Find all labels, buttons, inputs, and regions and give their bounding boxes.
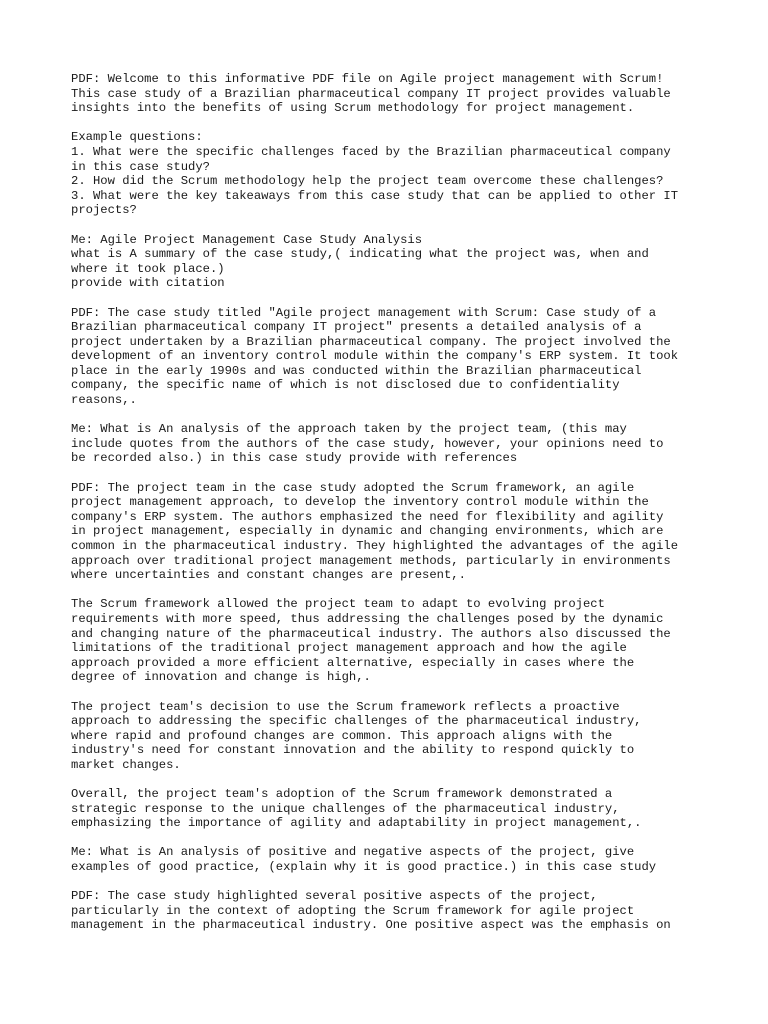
- document-paragraph: [71, 845, 711, 874]
- text-line: PDF: The project team in the case study adopted the Scrum framework, an agile: [71, 480, 635, 495]
- text-line: The Scrum framework allowed the project team to adapt to evolving project: [71, 597, 605, 612]
- text-line: Example questions:: [71, 130, 203, 145]
- text-line: management in the pharmaceutical industry. One positive aspect was the emphasis on: [71, 918, 671, 933]
- document-paragraph: [71, 72, 711, 116]
- text-line: provide with citation: [71, 276, 225, 291]
- text-line: PDF: Welcome to this informative PDF file on Agile project management with Scrum!: [71, 72, 664, 86]
- text-line: limitations of the traditional project management approach and how the agile: [71, 641, 627, 656]
- document-paragraph: [71, 130, 711, 218]
- text-line: This case study of a Brazilian pharmaceutical company IT project provides valuable: [71, 86, 671, 101]
- document-paragraph: [71, 787, 711, 831]
- text-line: where it took place.): [71, 261, 225, 276]
- document-paragraph: [71, 233, 711, 291]
- text-line: Brazilian pharmaceutical company IT project" presents a detailed analysis of a: [71, 320, 642, 335]
- document-page: [71, 72, 711, 948]
- text-line: PDF: The case study highlighted several positive aspects of the project,: [71, 889, 598, 904]
- text-line: approach over traditional project management methods, particularly in environments: [71, 553, 671, 568]
- text-line: reasons,.: [71, 393, 137, 408]
- text-line: emphasizing the importance of agility and adaptability in project management,.: [71, 816, 642, 831]
- text-line: project management approach, to develop the inventory control module within the: [71, 495, 649, 510]
- text-line: Me: What is An analysis of the approach taken by the project team, (this may: [71, 422, 627, 437]
- text-line: strategic response to the unique challenges of the pharmaceutical industry,: [71, 801, 620, 816]
- text-line: be recorded also.) in this case study provide with references: [71, 451, 518, 466]
- text-line: project undertaken by a Brazilian pharmaceutical company. The project involved the: [71, 334, 671, 349]
- text-line: The project team's decision to use the Scrum framework reflects a proactive: [71, 699, 620, 714]
- document-paragraph: [71, 597, 711, 685]
- text-line: particularly in the context of adopting the Scrum framework for agile project: [71, 903, 635, 918]
- text-line: include quotes from the authors of the case study, however, your opinions need to: [71, 436, 664, 451]
- text-line: 1. What were the specific challenges faced by the Brazilian pharmaceutical company: [71, 144, 671, 159]
- text-line: market changes.: [71, 757, 181, 772]
- text-line: where rapid and profound changes are common. This approach aligns with the: [71, 728, 613, 743]
- text-line: projects?: [71, 203, 137, 218]
- text-line: Me: What is An analysis of positive and negative aspects of the project, give: [71, 845, 635, 860]
- text-line: development of an inventory control module within the company's ERP system. It took: [71, 349, 679, 364]
- text-line: insights into the benefits of using Scrum methodology for project management.: [71, 101, 635, 116]
- text-line: 2. How did the Scrum methodology help the project team overcome these challenges?: [71, 174, 664, 189]
- text-line: and changing nature of the pharmaceutical industry. The authors also discussed the: [71, 626, 671, 641]
- text-line: approach to addressing the specific challenges of the pharmaceutical industry,: [71, 714, 642, 729]
- text-line: what is A summary of the case study,( indicating what the project was, when and: [71, 247, 649, 262]
- text-line: company's ERP system. The authors emphasized the need for flexibility and agility: [71, 509, 664, 524]
- document-paragraph: [71, 306, 711, 408]
- text-line: approach provided a more efficient alternative, especially in cases where the: [71, 655, 635, 670]
- document-paragraph: [71, 889, 711, 933]
- text-line: industry's need for constant innovation and the ability to respond quickly to: [71, 743, 635, 758]
- document-paragraph: [71, 422, 711, 466]
- text-line: 3. What were the key takeaways from this case study that can be applied to other IT: [71, 188, 679, 203]
- text-line: company, the specific name of which is not disclosed due to confidentiality: [71, 378, 620, 393]
- document-paragraph: [71, 481, 711, 583]
- text-line: Me: Agile Project Management Case Study Analysis: [71, 232, 423, 247]
- text-line: in this case study?: [71, 159, 210, 174]
- text-line: place in the early 1990s and was conducted within the Brazilian pharmaceutical: [71, 363, 642, 378]
- text-line: requirements with more speed, thus addressing the challenges posed by the dynamic: [71, 611, 664, 626]
- text-line: where uncertainties and constant changes are present,.: [71, 568, 466, 583]
- document-paragraph: [71, 700, 711, 773]
- text-line: degree of innovation and change is high,.: [71, 670, 371, 685]
- text-line: Overall, the project team's adoption of the Scrum framework demonstrated a: [71, 787, 613, 802]
- text-line: common in the pharmaceutical industry. They highlighted the advantages of the agile: [71, 539, 679, 553]
- text-line: in project management, especially in dynamic and changing environments, which are: [71, 524, 664, 539]
- text-line: PDF: The case study titled "Agile project management with Scrum: Case study of a: [71, 305, 657, 320]
- text-line: examples of good practice, (explain why it is good practice.) in this case study: [71, 860, 657, 875]
